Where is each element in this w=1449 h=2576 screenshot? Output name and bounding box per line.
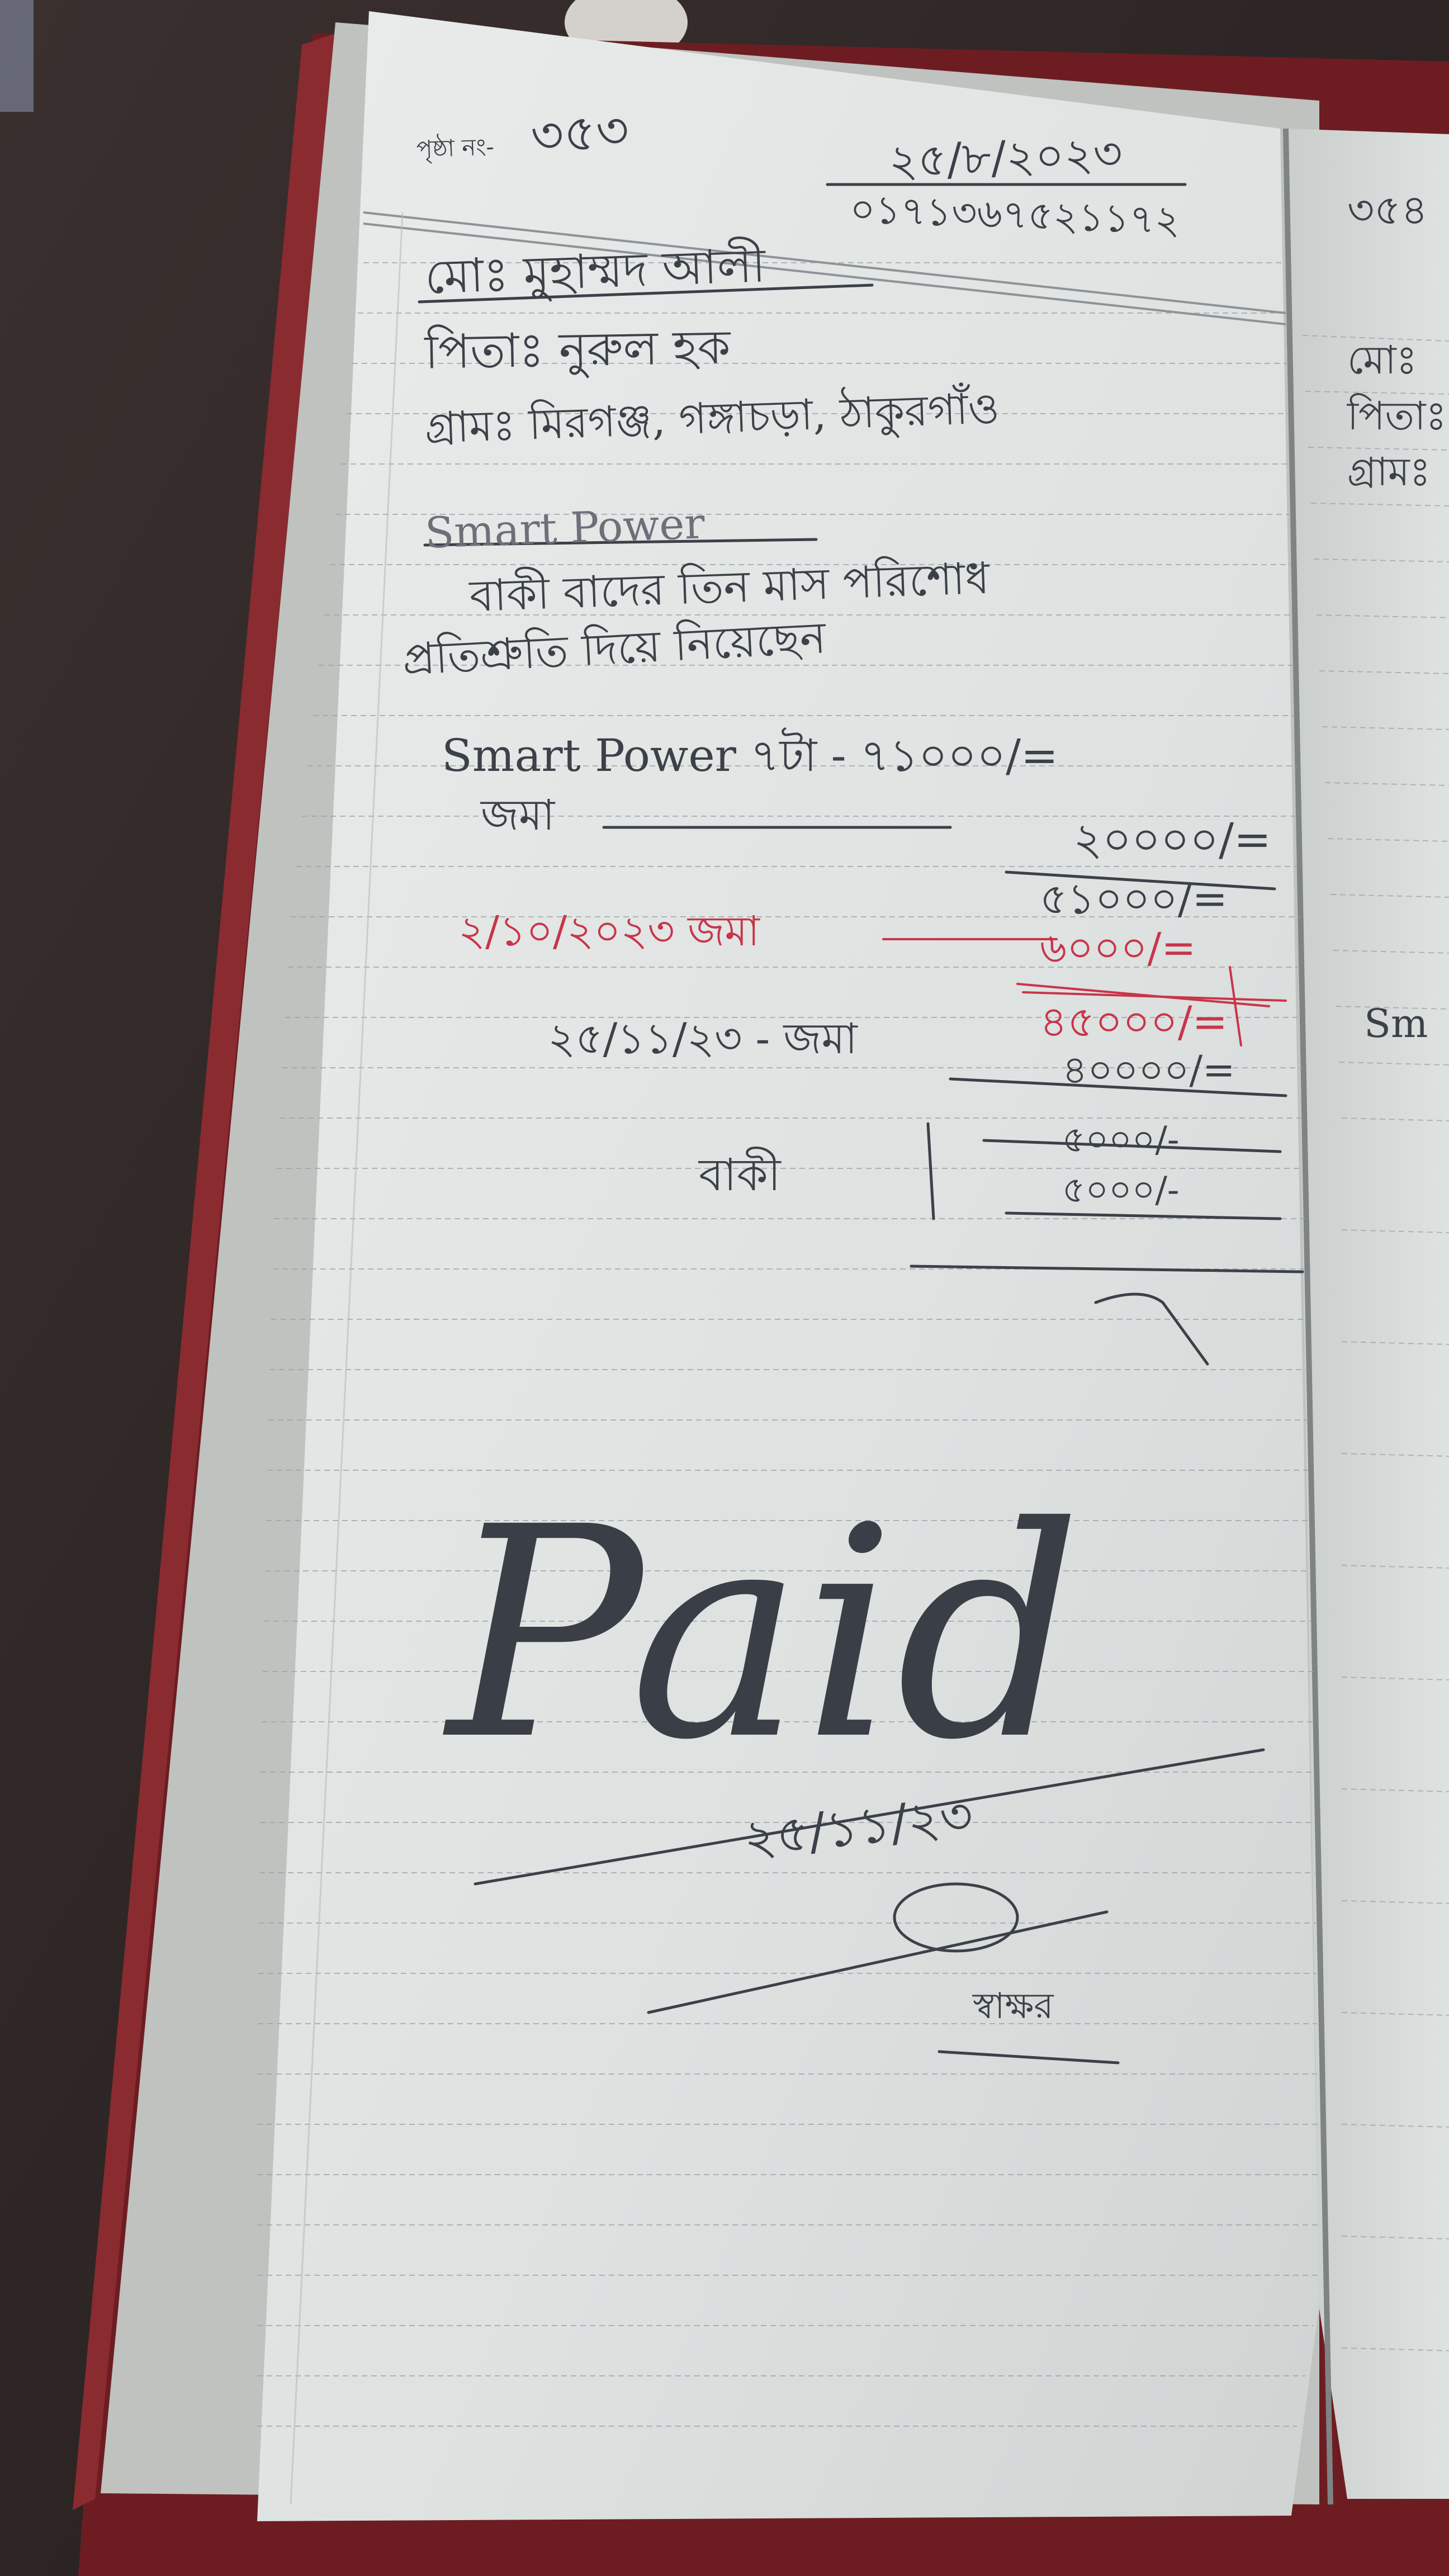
red-balance: ৪৫০০০/=	[1040, 997, 1228, 1046]
right-page-line-4: Sm	[1364, 1001, 1428, 1046]
second-amount: ৪০০০০/=	[1062, 1047, 1235, 1093]
right-page-line-1: মোঃ	[1347, 337, 1417, 383]
date-header: ২৫/৮/২০২৩	[888, 127, 1124, 188]
crossed-heading: Smart Power	[424, 498, 706, 558]
right-page-line-3: গ্রামঃ	[1347, 449, 1431, 495]
remaining-label: বাকী	[699, 1149, 781, 1201]
red-amount: ৬০০০/=	[1040, 924, 1196, 972]
description-line-1: বাকী বাদের তিন মাস পরিশোধ	[468, 553, 991, 622]
item-line: Smart Power ৭টা - ৭১০০০/=	[442, 730, 1059, 782]
customer-father: পিতাঃ নুরুল হক	[424, 319, 731, 380]
second-date-line: ২৫/১১/২৩ - জমা	[548, 1014, 858, 1063]
right-page-line-2: পিতাঃ	[1347, 393, 1447, 439]
red-date-line: ২/১০/২০২৩ জমা	[458, 907, 760, 955]
paid-amount: ২০০০০/=	[1073, 813, 1272, 865]
description-line-2: প্রতিশ্রুতি দিয়ে নিয়েছেন	[401, 613, 827, 685]
customer-name: মোঃ মুহাম্মদ আলী	[424, 238, 766, 305]
top-left-corner	[0, 0, 34, 112]
phone-number: ০১৭১৩৬৭৫২১১৭২	[849, 186, 1181, 244]
remaining-amount-2: ৫০০০/-	[1062, 1169, 1180, 1211]
right-page-number: ৩৫৪	[1347, 186, 1428, 234]
paid-date: ২৫/১১/২৩	[740, 1786, 976, 1869]
page-label: পৃষ্ঠা নং-	[416, 132, 495, 163]
customer-address: গ্রামঃ মিরগঞ্জ, গঙ্গাচড়া, ঠাকুরগাঁও	[424, 383, 1000, 453]
paid-stamp: Paid	[447, 1465, 1082, 1803]
balance-1: ৫১০০০/=	[1040, 874, 1228, 924]
remaining-amount-1: ৫০০০/-	[1062, 1119, 1180, 1161]
page-number: ৩৫৩	[529, 101, 631, 167]
paid-label: জমা	[481, 790, 555, 840]
signature-label: স্বাক্ষর	[973, 1986, 1054, 2027]
